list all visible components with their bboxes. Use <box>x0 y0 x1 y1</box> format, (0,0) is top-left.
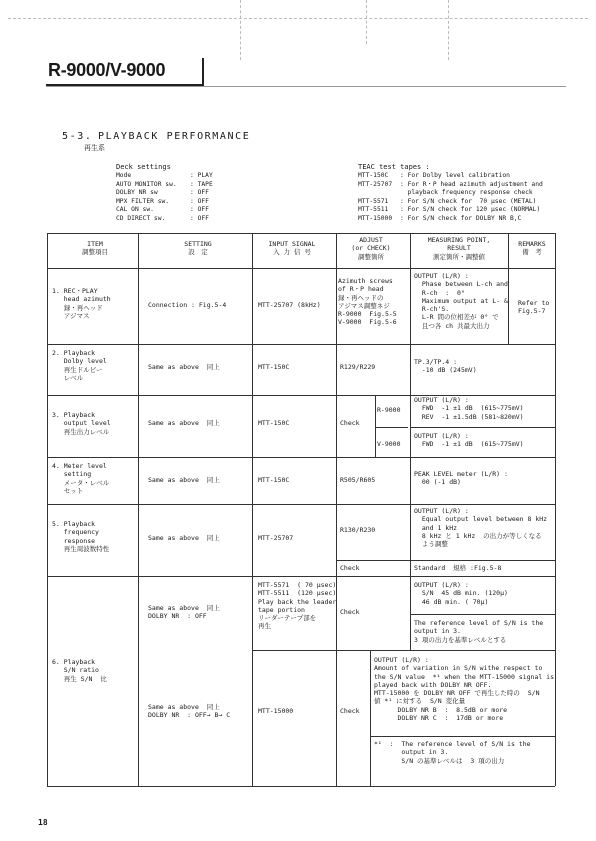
row6-input-a: MTT-5571 ( 70 μsec) MTT-5511 (120 μsec) Play back the leader tape portion リーダーテープ部を 再生 <box>258 581 337 631</box>
test-tape-description: : For R・P head azimuth adjustment and <box>400 180 543 188</box>
scan-mark <box>448 0 449 60</box>
table-rule <box>555 233 556 786</box>
row4-adjust: R505/R605 <box>340 476 376 484</box>
row2-adjust: R129/R229 <box>340 363 376 371</box>
test-tape-name: MTT-5571 <box>358 197 389 205</box>
row4-item: 4. Meter level setting メータ・レベル セット <box>52 462 110 495</box>
col-header-setting: SETTING 設 定 <box>184 240 212 257</box>
row1-adjust: Azimuth screws of R・P head 録・再ヘッドの アジマス調整ネジ R-9000 Fig.5-5 V-9000 Fig.5-6 <box>338 277 397 327</box>
deck-setting-value: : OFF <box>190 215 209 222</box>
row2-input: MTT-150C <box>258 363 290 371</box>
test-tape-name: MTT-15000 <box>358 215 393 222</box>
deck-setting-name: CD DIRECT sw. <box>116 215 166 222</box>
table-rule <box>47 504 555 505</box>
deck-settings-heading: Deck settings <box>116 163 171 171</box>
table-rule <box>410 427 555 428</box>
table-rule <box>375 395 376 457</box>
table-rule <box>508 233 509 344</box>
row6-footnote: *¹ : The reference level of S/N is the output in 3. S/N の基準レベルは 3 項の出力 <box>374 740 531 765</box>
table-rule <box>252 233 253 786</box>
deck-setting-name: Mode <box>116 172 132 179</box>
row5-standard: Standard 規格 :Fig.5-8 <box>414 564 502 572</box>
row4-measure: PEAK LEVEL meter (L/R) : 00 (-1 dB) <box>414 470 508 487</box>
top-border-line <box>8 18 588 19</box>
table-rule <box>47 576 555 577</box>
row6-setting-a: Same as above 同上 DOLBY NR : OFF <box>148 604 220 621</box>
test-tape-description: : For S/N check for DOLBY NR B,C <box>400 215 522 222</box>
table-rule <box>370 650 371 786</box>
deck-setting-value: : TAPE <box>190 180 213 188</box>
table-rule <box>47 344 555 345</box>
test-tapes-heading: TEAC test tapes : <box>358 163 430 171</box>
table-rule <box>47 233 48 786</box>
page-number: 18 <box>38 818 48 827</box>
row2-item: 2. Playback Dolby level 再生ドルビー レベル <box>52 349 107 382</box>
deck-setting-value: : OFF <box>190 189 209 197</box>
table-rule <box>47 268 555 269</box>
row6-measure-b: OUTPUT (L/R) : Amount of variation in S/N withe respect to the S/N value *¹ when the MTT-15000 signal is played back with DOLBY NR OFF. MTT-15000 を DOLBY NR OFF で再生した時の S/N 値 *¹ に対する S/N 変化量 DOLBY NR B : 8.5dB or more DOLBY NR C : 17dB or more <box>374 656 555 723</box>
table-rule <box>47 233 555 234</box>
col-header-measure: MEASURING POINT, RESULT 測定箇所・調整値 <box>427 236 491 261</box>
row1-input: MTT-25707 (8kHz) <box>258 301 321 309</box>
test-tape-name: MTT-150C <box>358 172 389 179</box>
table-rule <box>410 233 411 650</box>
table-rule <box>47 786 555 787</box>
row6-adjust-a: Check <box>340 608 360 616</box>
test-tape-description: : For S/N check for 70 μsec (METAL) <box>400 197 537 205</box>
row3-adjust: Check <box>340 419 360 427</box>
table-rule <box>375 427 408 428</box>
test-tape-description: playback frequency response check <box>400 189 533 197</box>
row5-measure: OUTPUT (L/R) : Equal output level between 8 kHz and 1 kHz 8 kHz と 1 kHz の出力が等しくなる よう調整 <box>414 507 548 549</box>
row5-item: 5. Playback frequency response 再生周波数特性 <box>52 520 110 553</box>
table-rule <box>47 457 555 458</box>
row2-setting: Same as above 同上 <box>148 363 220 371</box>
row6-adjust-b: Check <box>340 707 360 715</box>
row1-remarks: Refer to Fig.5-7 <box>518 299 550 316</box>
row2-measure: TP.3/TP.4 : -10 dB (245mV) <box>414 358 477 375</box>
scan-mark <box>366 0 367 44</box>
test-tape-description: : For Dolby level calibration <box>400 172 510 179</box>
row5-input: MTT-25707 <box>258 534 294 542</box>
row3-input: MTT-150C <box>258 419 290 427</box>
row3-measure-v9000: OUTPUT (L/R) : FWD -1 ±1 dB (615~775mV) <box>414 432 524 449</box>
table-rule <box>336 560 555 561</box>
row6-setting-b: Same as above 同上 DOLBY NR : OFF→ B→ C <box>148 703 231 720</box>
row1-setting: Connection : Fig.5-4 <box>148 301 227 309</box>
row5-check: Check <box>340 564 360 572</box>
deck-setting-name: MPX FILTER sw. <box>116 197 170 205</box>
table-rule <box>410 614 555 615</box>
row6-item: 6. Playback S/N ratio 再生 S/N 比 <box>52 658 107 683</box>
table-rule <box>336 233 337 786</box>
row3-sub-v9000: V-9000 <box>377 440 401 448</box>
deck-setting-name: CAL ON sw. <box>116 206 154 214</box>
deck-setting-name: DOLBY NR sw <box>116 189 158 197</box>
deck-setting-value: : OFF <box>190 206 209 214</box>
model-title: R-9000/V-9000 <box>48 60 166 80</box>
col-header-item: ITEM 調整項目 <box>82 240 108 257</box>
table-rule <box>370 736 555 737</box>
scan-mark <box>240 0 241 60</box>
deck-setting-name: AUTO MONITOR sw. <box>116 180 177 188</box>
row4-setting: Same as above 同上 <box>148 476 220 484</box>
table-rule <box>252 650 555 651</box>
col-header-input: INPUT SIGNAL 入 力 信 号 <box>268 240 316 257</box>
row4-input: MTT-150C <box>258 476 290 484</box>
row3-measure-r9000: OUTPUT (L/R) : FWD -1 ±1 dB (615~775mV) REV -1 ±1.5dB (581~820mV) <box>414 396 524 421</box>
row1-measure: OUTPUT (L/R) : Phase between L-ch and R-ch : 0° Maximum output at L- & R-ch'S. L-R 間の位相差が 0° で 且つ各 ch 共最大出力 <box>414 272 508 330</box>
test-tape-name: MTT-25707 <box>358 180 393 188</box>
row5-adjust: R130/R230 <box>340 526 376 534</box>
section-subtitle: 再生系 <box>84 144 105 152</box>
row6-measure-a2: The reference level of S/N is the output in 3. 3 項の出力を基準レベルとする <box>414 619 544 644</box>
row5-setting: Same as above 同上 <box>148 534 220 542</box>
col-header-remarks: REMARKS 備 考 <box>518 240 546 257</box>
section-number: 5-3. <box>62 131 93 142</box>
header-rule <box>46 86 566 87</box>
row3-sub-r9000: R-9000 <box>377 406 401 414</box>
deck-setting-value: : PLAY <box>190 172 213 179</box>
section-title: PLAYBACK PERFORMANCE <box>98 131 251 142</box>
test-tape-name: MTT-5511 <box>358 206 389 214</box>
deck-setting-value: : OFF <box>190 197 209 205</box>
row3-item: 3. Playback output level 再生出力レベル <box>52 411 111 436</box>
col-header-adjust: ADJUST (or CHECK) 調整箇所 <box>351 236 391 261</box>
test-tape-description: : For S/N check for 120 μsec (NORMAL) <box>400 206 541 214</box>
table-rule <box>138 233 139 786</box>
row3-setting: Same as above 同上 <box>148 419 220 427</box>
row6-measure-a1: OUTPUT (L/R) : S/N 45 dB min. (120μ) 46 dB min. ( 70μ) <box>414 581 508 606</box>
row1-item: 1. REC・PLAY head azimuth 録・再ヘッド アジマス <box>52 287 111 320</box>
row6-input-b: MTT-15000 <box>258 707 294 715</box>
